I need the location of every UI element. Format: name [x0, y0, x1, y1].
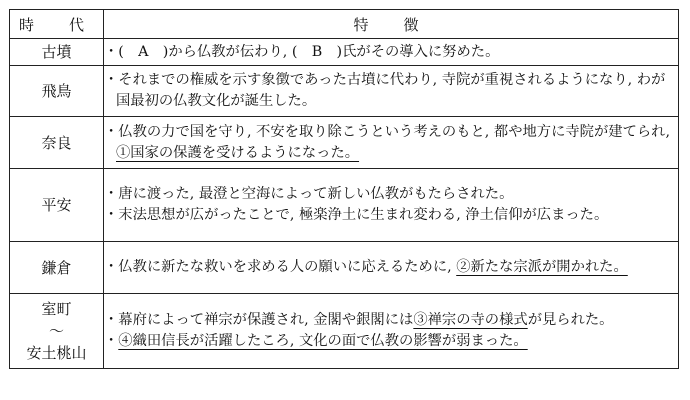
era-cell [10, 169, 104, 242]
underlined-phrase: ②新たな宗派が開かれた。 [456, 259, 628, 275]
era-label: 飛鳥 [41, 82, 72, 100]
feature-text: B [311, 43, 323, 60]
feature-text: ・唐に渡った, 最澄と空海によって新しい仏教がもたらされた。 [104, 186, 514, 202]
era-label: 安土桃山 [26, 344, 87, 362]
feature-text: ・幕府によって禅宗が保護され, 金閣や銀閣には [104, 312, 414, 328]
era-label: 平安 [41, 196, 72, 214]
underlined-phrase: ④織田信長が活躍したころ, 文化の面で仏教の影響が弱まった。 [118, 333, 528, 349]
underlined-phrase: ①国家の保護を受けるようになった。 [116, 144, 360, 161]
feature-bullet [104, 205, 678, 226]
feature-cell [104, 242, 679, 294]
feature-bullet [104, 184, 678, 205]
feature-text: )氏がその導入に努めた。 [322, 43, 500, 60]
era-cell [10, 39, 104, 66]
feature-text: が見られた。 [527, 312, 614, 328]
feature-text: )から仏教が伝わり, ( [148, 43, 312, 60]
feature-bullet [104, 310, 678, 331]
history-table [9, 9, 679, 369]
feature-cell [104, 66, 679, 117]
table-body [10, 39, 679, 369]
feature-text: ・ [104, 333, 119, 349]
feature-bullet [104, 331, 678, 352]
feature-bullet [104, 257, 678, 278]
header-features: 特 徴 [104, 10, 679, 39]
era-label: 奈良 [41, 133, 72, 152]
table-row [10, 242, 679, 294]
feature-text: A [138, 43, 149, 60]
feature-cell [104, 294, 679, 369]
table-row [10, 294, 679, 369]
table-header-row [10, 10, 679, 39]
era-cell [10, 242, 104, 294]
header-era: 時 代 [10, 10, 104, 39]
feature-bullet [104, 42, 678, 63]
feature-text: ・( [104, 43, 139, 60]
era-cell [10, 66, 104, 117]
feature-cell [104, 169, 679, 242]
era-label: 鎌倉 [41, 258, 72, 277]
table-row [10, 66, 679, 117]
table-row [10, 39, 679, 66]
feature-text: ・仏教の力で国を守り, 不安を取り除こうという考えのもと, 都や地方に寺院が建てられ, [104, 123, 671, 140]
era-cell [10, 117, 104, 169]
table-row [10, 117, 679, 169]
era-label: 室町 [41, 300, 72, 318]
feature-bullet [104, 122, 678, 164]
underlined-phrase: ③禅宗の寺の様式 [413, 312, 528, 328]
feature-text: ・末法思想が広がったことで, 極楽浄土に生まれ変わる, 浄土信仰が広まった。 [104, 207, 609, 223]
era-cell [10, 294, 104, 369]
feature-text: ・それまでの権威を示す象徴であった古墳に代わり, 寺院が重視されるようになり, わが国最初の仏教文化が誕生した。 [104, 72, 666, 109]
feature-text: ・仏教に新たな救いを求める人の願いに応えるために, [104, 259, 457, 275]
era-label: ～ [48, 322, 64, 340]
feature-cell [104, 117, 679, 169]
table-row [10, 169, 679, 242]
era-label: 古墳 [41, 43, 72, 61]
feature-cell [104, 39, 679, 66]
feature-bullet [104, 70, 678, 112]
